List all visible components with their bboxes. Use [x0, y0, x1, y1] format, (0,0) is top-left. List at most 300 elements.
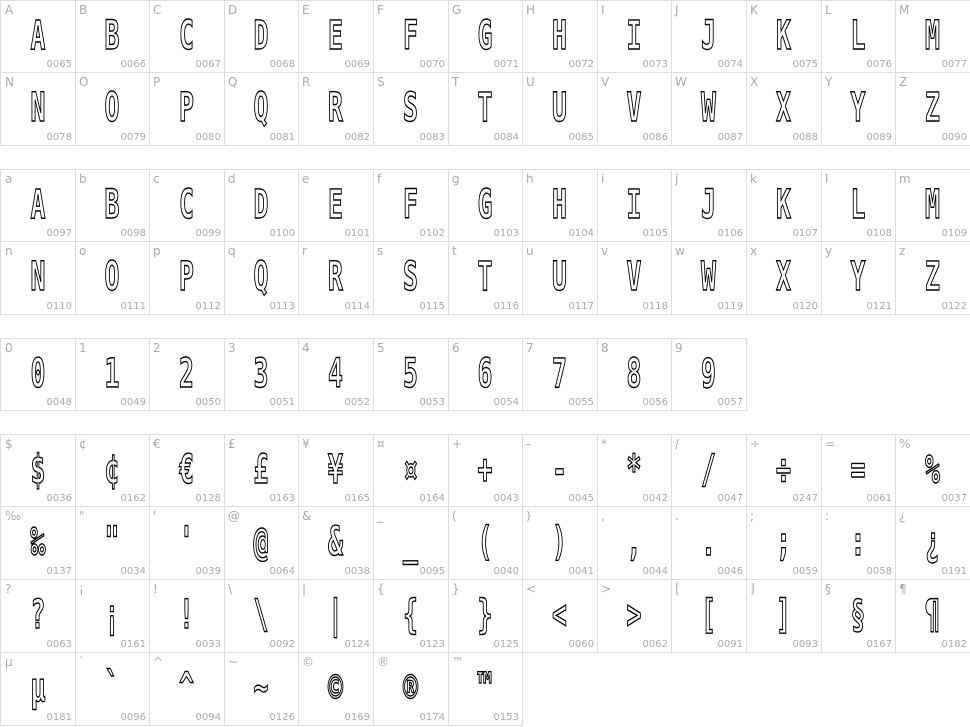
glyph-code: 0034 — [120, 566, 146, 577]
glyph-label: M — [899, 3, 910, 17]
glyph-cell[interactable] — [298, 73, 374, 146]
glyph-cell[interactable] — [224, 434, 299, 507]
glyph-code: 0114 — [344, 301, 370, 312]
glyph-cell[interactable] — [597, 169, 672, 242]
glyph-cell[interactable] — [671, 507, 747, 580]
glyph-code: 0105 — [642, 228, 668, 239]
glyph-label: E — [302, 3, 310, 17]
glyph-cell[interactable] — [821, 507, 896, 580]
glyph-cell[interactable] — [373, 0, 449, 73]
glyph-code: 0108 — [866, 228, 892, 239]
glyph-preview: Z — [925, 254, 940, 300]
glyph-label: ^ — [153, 655, 164, 669]
glyph-label: X — [750, 75, 759, 89]
glyph-label: * — [601, 437, 607, 451]
glyph-cell[interactable] — [149, 169, 225, 242]
glyph-preview: < — [552, 592, 567, 638]
glyph-preview: N — [30, 254, 46, 300]
glyph-preview: µ — [30, 665, 46, 711]
glyph-cell[interactable] — [895, 0, 970, 73]
glyph-cell[interactable] — [0, 242, 76, 315]
glyph-label: q — [228, 244, 236, 258]
glyph-cell[interactable] — [895, 242, 970, 315]
glyph-cell[interactable] — [373, 242, 449, 315]
glyph-code: 0081 — [269, 132, 295, 143]
glyph-label: u — [526, 244, 534, 258]
glyph-cell[interactable] — [298, 507, 374, 580]
glyph-label: c — [153, 172, 160, 186]
glyph-label: ( — [452, 509, 457, 523]
glyph-preview: F — [403, 181, 418, 228]
glyph-preview: ¢ — [104, 446, 120, 493]
glyph-cell[interactable] — [0, 580, 76, 653]
glyph-code: 0116 — [493, 301, 519, 312]
glyph-cell[interactable] — [746, 580, 822, 653]
glyph-label: µ — [5, 655, 13, 669]
glyph-cell[interactable] — [0, 169, 76, 242]
glyph-cell[interactable] — [75, 73, 150, 146]
glyph-preview: E — [328, 181, 343, 228]
glyph-preview: ! — [179, 592, 194, 638]
glyph-preview: 1 — [104, 350, 120, 397]
glyph-code: 0104 — [568, 228, 594, 239]
glyph-label: d — [228, 172, 236, 186]
glyph-cell[interactable] — [522, 169, 598, 242]
glyph-preview: ¡ — [104, 592, 120, 638]
glyph-preview: W — [701, 254, 716, 300]
glyph-cell[interactable] — [671, 434, 747, 507]
glyph-cell[interactable] — [671, 242, 747, 315]
glyph-label: A — [5, 3, 14, 17]
glyph-label: - — [526, 437, 531, 451]
glyph-cell[interactable] — [597, 338, 672, 411]
glyph-cell[interactable] — [671, 169, 747, 242]
glyph-label: ? — [5, 582, 12, 596]
glyph-cell[interactable] — [671, 73, 747, 146]
glyph-label: , — [601, 509, 605, 523]
glyph-code: 0045 — [568, 493, 594, 504]
glyph-label: 2 — [153, 341, 161, 355]
glyph-cell[interactable] — [448, 73, 523, 146]
glyph-cell[interactable] — [75, 242, 150, 315]
glyph-preview: 3 — [253, 350, 269, 397]
glyph-code: 0077 — [941, 59, 967, 70]
glyph-label: h — [526, 172, 534, 186]
glyph-preview: B — [104, 181, 120, 228]
glyph-code: 0100 — [269, 228, 295, 239]
glyph-preview: 0 — [30, 350, 46, 397]
glyph-cell[interactable] — [224, 338, 299, 411]
glyph-code: 0162 — [120, 493, 146, 504]
glyph-label: < — [526, 582, 537, 596]
glyph-cell[interactable] — [671, 338, 747, 411]
glyph-label: / — [675, 437, 680, 451]
glyph-preview: L — [850, 181, 866, 228]
glyph-preview: € — [179, 446, 194, 493]
glyph-label: r — [302, 244, 307, 258]
glyph-cell[interactable] — [522, 0, 598, 73]
glyph-label: V — [601, 75, 610, 89]
glyph-label: : — [825, 509, 830, 523]
glyph-label: B — [79, 3, 88, 17]
glyph-cell[interactable] — [373, 338, 449, 411]
glyph-code: 0047 — [717, 493, 743, 504]
glyph-code: 0070 — [419, 59, 445, 70]
glyph-cell[interactable] — [522, 507, 598, 580]
glyph-preview: ‰ — [30, 519, 46, 565]
glyph-cell[interactable] — [746, 169, 822, 242]
glyph-label: ¿ — [899, 509, 906, 523]
glyph-code: 0036 — [46, 493, 72, 504]
glyph-cell[interactable] — [0, 653, 76, 726]
glyph-cell[interactable] — [448, 653, 523, 726]
glyph-preview: H — [552, 181, 567, 228]
glyph-cell[interactable] — [373, 507, 449, 580]
glyph-cell[interactable] — [448, 580, 523, 653]
glyph-label: ) — [526, 509, 531, 523]
glyph-label: I — [601, 3, 605, 17]
glyph-label: z — [899, 244, 906, 258]
glyph-preview: ÷ — [776, 446, 791, 493]
glyph-code: 0058 — [866, 566, 892, 577]
glyph-code: 0181 — [46, 712, 72, 723]
glyph-label: T — [452, 75, 460, 89]
glyph-cell[interactable] — [224, 507, 299, 580]
glyph-label: ¤ — [377, 437, 385, 451]
glyph-preview: , — [626, 519, 642, 565]
glyph-cell[interactable] — [448, 434, 523, 507]
glyph-label: ™ — [452, 655, 464, 669]
glyph-label: j — [675, 172, 679, 186]
glyph-label: i — [601, 172, 605, 186]
glyph-code: 0040 — [493, 566, 519, 577]
glyph-label: a — [5, 172, 13, 186]
glyph-preview: ¥ — [328, 446, 343, 493]
glyph-label: $ — [5, 437, 13, 451]
glyph-label: 0 — [5, 341, 13, 355]
glyph-code: 0053 — [419, 397, 445, 408]
glyph-code: 0080 — [195, 132, 221, 143]
glyph-label: Y — [825, 75, 833, 89]
glyph-label: N — [5, 75, 14, 89]
glyph-label: S — [377, 75, 385, 89]
glyph-code: 0089 — [866, 132, 892, 143]
glyph-label: P — [153, 75, 161, 89]
glyph-cell[interactable] — [373, 169, 449, 242]
glyph-code: 0095 — [419, 566, 445, 577]
glyph-code: 0088 — [792, 132, 818, 143]
glyph-cell[interactable] — [821, 434, 896, 507]
glyph-cell[interactable] — [671, 0, 747, 73]
glyph-label: & — [302, 509, 312, 523]
glyph-code: 0041 — [568, 566, 594, 577]
glyph-cell[interactable] — [224, 653, 299, 726]
glyph-cell[interactable] — [895, 580, 970, 653]
glyph-code: 0086 — [642, 132, 668, 143]
glyph-preview: ¤ — [403, 446, 418, 493]
glyph-label: 5 — [377, 341, 385, 355]
glyph-cell[interactable] — [821, 242, 896, 315]
glyph-cell[interactable] — [448, 338, 523, 411]
glyph-preview: 5 — [403, 350, 418, 397]
glyph-code: 0153 — [493, 712, 519, 723]
glyph-cell[interactable] — [448, 169, 523, 242]
glyph-cell[interactable] — [224, 242, 299, 315]
glyph-cell[interactable] — [298, 0, 374, 73]
glyph-code: 0051 — [269, 397, 295, 408]
glyph-cell[interactable] — [821, 73, 896, 146]
glyph-cell[interactable] — [149, 338, 225, 411]
glyph-code: 0066 — [120, 59, 146, 70]
glyph-code: 0054 — [493, 397, 519, 408]
glyph-cell[interactable] — [75, 580, 150, 653]
glyph-code: 0247 — [792, 493, 818, 504]
glyph-cell[interactable] — [448, 242, 523, 315]
glyph-cell[interactable] — [298, 580, 374, 653]
glyph-label: 7 — [526, 341, 534, 355]
glyph-label: G — [452, 3, 462, 17]
glyph-cell[interactable] — [373, 580, 449, 653]
glyph-code: 0096 — [120, 712, 146, 723]
glyph-cell[interactable] — [597, 507, 672, 580]
glyph-label: p — [153, 244, 161, 258]
glyph-cell[interactable] — [522, 338, 598, 411]
glyph-label: } — [452, 582, 460, 596]
glyph-preview: . — [701, 519, 716, 565]
glyph-code: 0056 — [642, 397, 668, 408]
glyph-preview: P — [179, 254, 194, 300]
glyph-cell[interactable] — [522, 73, 598, 146]
glyph-code: 0163 — [269, 493, 295, 504]
glyph-preview: * — [626, 446, 642, 493]
glyph-cell[interactable] — [671, 580, 747, 653]
glyph-cell[interactable] — [149, 73, 225, 146]
glyph-cell[interactable] — [895, 434, 970, 507]
glyph-cell[interactable] — [895, 73, 970, 146]
glyph-code: 0112 — [195, 301, 221, 312]
glyph-code: 0097 — [46, 228, 72, 239]
glyph-code: 0044 — [642, 566, 668, 577]
glyph-code: 0039 — [195, 566, 221, 577]
glyph-preview: £ — [253, 446, 269, 493]
glyph-label: l — [825, 172, 829, 186]
glyph-cell[interactable] — [746, 507, 822, 580]
glyph-code: 0101 — [344, 228, 370, 239]
glyph-cell[interactable] — [522, 580, 598, 653]
glyph-cell[interactable] — [821, 169, 896, 242]
glyph-cell[interactable] — [0, 434, 76, 507]
glyph-cell[interactable] — [373, 73, 449, 146]
glyph-cell[interactable] — [75, 653, 150, 726]
glyph-cell[interactable] — [597, 242, 672, 315]
glyph-preview: A — [30, 181, 46, 228]
glyph-preview: K — [776, 181, 791, 228]
glyph-code: 0122 — [941, 301, 967, 312]
glyph-code: 0165 — [344, 493, 370, 504]
glyph-label: x — [750, 244, 758, 258]
glyph-cell[interactable] — [298, 169, 374, 242]
glyph-cell[interactable] — [821, 0, 896, 73]
glyph-preview: S — [403, 254, 418, 300]
glyph-code: 0065 — [46, 59, 72, 70]
glyph-label: F — [377, 3, 384, 17]
glyph-code: 0083 — [419, 132, 445, 143]
glyph-preview: ~ — [253, 665, 269, 711]
glyph-preview: F — [403, 12, 418, 59]
glyph-label: ] — [750, 582, 755, 596]
glyph-cell[interactable] — [0, 0, 76, 73]
glyph-preview: J — [701, 12, 716, 59]
glyph-label: > — [601, 582, 612, 596]
glyph-preview: 6 — [477, 350, 493, 397]
glyph-preview: Y — [850, 85, 866, 131]
glyph-preview: C — [179, 181, 194, 228]
glyph-cell[interactable] — [224, 169, 299, 242]
glyph-label: e — [302, 172, 310, 186]
glyph-cell[interactable] — [448, 0, 523, 73]
glyph-cell[interactable] — [597, 434, 672, 507]
glyph-cell[interactable] — [746, 73, 822, 146]
glyph-cell[interactable] — [149, 0, 225, 73]
glyph-code: 0102 — [419, 228, 445, 239]
glyph-cell[interactable] — [597, 580, 672, 653]
glyph-preview: O — [104, 254, 120, 300]
glyph-preview: ) — [552, 519, 567, 565]
glyph-code: 0033 — [195, 639, 221, 650]
glyph-preview: M — [925, 181, 940, 228]
glyph-code: 0092 — [269, 639, 295, 650]
glyph-cell[interactable] — [373, 434, 449, 507]
glyph-label: ¢ — [79, 437, 87, 451]
glyph-cell[interactable] — [821, 580, 896, 653]
glyph-cell[interactable] — [373, 653, 449, 726]
glyph-label: € — [153, 437, 161, 451]
glyph-cell[interactable] — [895, 507, 970, 580]
glyph-label: y — [825, 244, 833, 258]
glyph-code: 0094 — [195, 712, 221, 723]
glyph-cell[interactable] — [0, 338, 76, 411]
glyph-preview: T — [477, 85, 493, 131]
glyph-label: W — [675, 75, 687, 89]
glyph-preview: T — [477, 254, 493, 300]
glyph-preview: X — [776, 85, 791, 131]
glyph-cell[interactable] — [149, 580, 225, 653]
glyph-code: 0069 — [344, 59, 370, 70]
glyph-label: L — [825, 3, 832, 17]
glyph-preview: = — [850, 446, 866, 493]
glyph-preview: I — [626, 181, 642, 228]
glyph-cell[interactable] — [597, 73, 672, 146]
glyph-preview: N — [30, 85, 46, 131]
glyph-label: g — [452, 172, 460, 186]
glyph-cell[interactable] — [522, 434, 598, 507]
glyph-cell[interactable] — [224, 580, 299, 653]
glyph-cell[interactable] — [75, 507, 150, 580]
glyph-label: K — [750, 3, 758, 17]
glyph-label: ¡ — [79, 582, 84, 596]
glyph-cell[interactable] — [746, 434, 822, 507]
glyph-code: 0182 — [941, 639, 967, 650]
glyph-cell[interactable] — [597, 0, 672, 73]
glyph-cell[interactable] — [75, 434, 150, 507]
glyph-code: 0119 — [717, 301, 743, 312]
glyph-code: 0118 — [642, 301, 668, 312]
glyph-cell[interactable] — [0, 73, 76, 146]
glyph-cell[interactable] — [224, 73, 299, 146]
glyph-preview: R — [328, 254, 343, 300]
glyph-cell[interactable] — [298, 653, 374, 726]
glyph-label: k — [750, 172, 757, 186]
glyph-code: 0191 — [941, 566, 967, 577]
glyph-preview: } — [477, 592, 493, 638]
glyph-cell[interactable] — [149, 653, 225, 726]
glyph-preview: 2 — [179, 350, 194, 397]
glyph-preview: 7 — [552, 350, 567, 397]
glyph-cell[interactable] — [448, 507, 523, 580]
glyph-preview: & — [328, 519, 343, 565]
glyph-cell[interactable] — [895, 169, 970, 242]
glyph-code: 0120 — [792, 301, 818, 312]
glyph-preview: Y — [850, 254, 866, 300]
glyph-cell[interactable] — [75, 0, 150, 73]
glyph-cell[interactable] — [746, 242, 822, 315]
glyph-label: [ — [675, 582, 680, 596]
glyph-code: 0050 — [195, 397, 221, 408]
glyph-preview: M — [925, 12, 940, 59]
glyph-cell[interactable] — [149, 434, 225, 507]
glyph-preview: ¿ — [925, 519, 940, 565]
glyph-code: 0107 — [792, 228, 818, 239]
glyph-code: 0084 — [493, 132, 519, 143]
glyph-code: 0067 — [195, 59, 221, 70]
glyph-preview: A — [30, 12, 46, 59]
glyph-preview: U — [552, 85, 567, 131]
glyph-preview: H — [552, 12, 567, 59]
glyph-code: 0074 — [717, 59, 743, 70]
glyph-code: 0091 — [717, 639, 743, 650]
glyph-preview: L — [850, 12, 866, 59]
glyph-preview: Q — [253, 254, 269, 300]
glyph-cell[interactable] — [522, 242, 598, 315]
glyph-cell[interactable] — [746, 0, 822, 73]
glyph-preview: - — [552, 446, 567, 493]
glyph-code: 0062 — [642, 639, 668, 650]
glyph-cell[interactable] — [0, 507, 76, 580]
glyph-cell[interactable] — [298, 434, 374, 507]
glyph-cell[interactable] — [75, 338, 150, 411]
glyph-code: 0059 — [792, 566, 818, 577]
glyph-cell[interactable] — [224, 0, 299, 73]
glyph-code: 0103 — [493, 228, 519, 239]
glyph-preview: G — [477, 12, 493, 59]
glyph-preview: U — [552, 254, 567, 300]
glyph-label: o — [79, 244, 87, 258]
glyph-cell[interactable] — [149, 242, 225, 315]
glyph-preview: E — [328, 12, 343, 59]
glyph-preview: J — [701, 181, 716, 228]
glyph-cell[interactable] — [298, 242, 374, 315]
glyph-preview: / — [701, 446, 716, 493]
glyph-preview: { — [403, 592, 418, 638]
glyph-cell[interactable] — [298, 338, 374, 411]
glyph-code: 0071 — [493, 59, 519, 70]
glyph-label: ® — [377, 655, 389, 669]
glyph-code: 0117 — [568, 301, 594, 312]
glyph-preview: G — [477, 181, 493, 228]
glyph-label: \ — [228, 582, 233, 596]
glyph-cell[interactable] — [75, 169, 150, 242]
glyph-cell[interactable] — [149, 507, 225, 580]
